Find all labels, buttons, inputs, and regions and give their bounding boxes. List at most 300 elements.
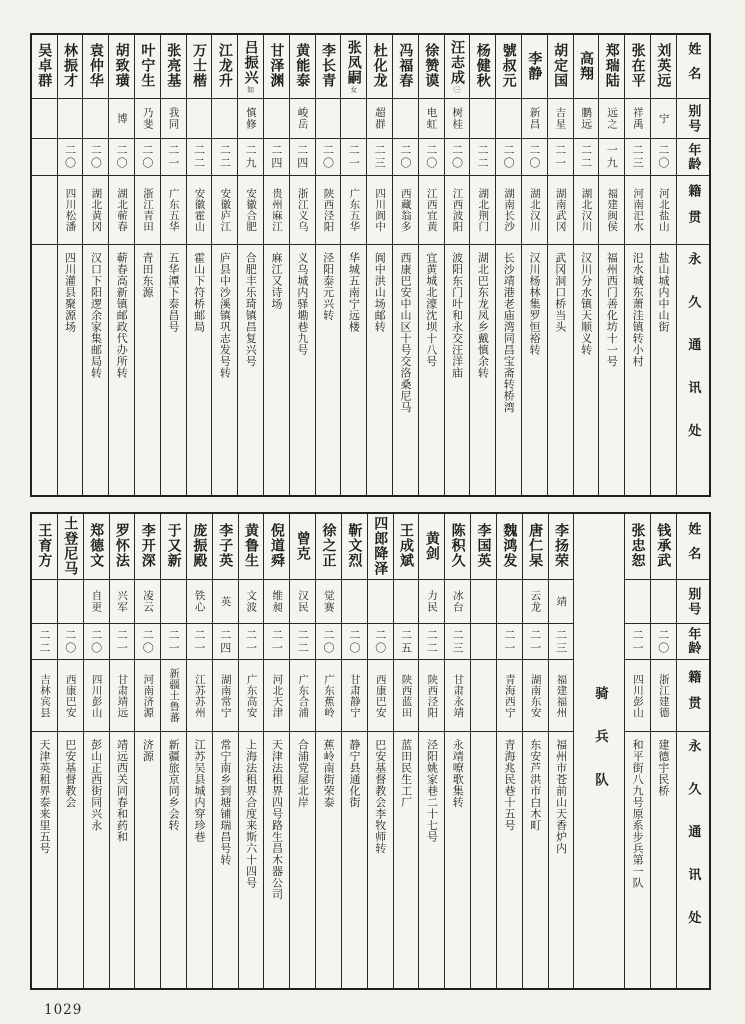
person-origin: 广东五华	[167, 188, 180, 232]
person-age: 二二	[296, 628, 310, 655]
person-name-cell	[110, 514, 135, 580]
person-age-cell	[32, 139, 57, 176]
person-address: 蕉岭南街荣泰	[322, 739, 336, 808]
person-address-cell	[187, 245, 212, 495]
person-origin: 河南济源	[142, 673, 155, 718]
person-age-cell	[471, 624, 496, 660]
person-name: 叶宁生	[139, 43, 156, 88]
person-address: 泾阳姚家巷二十七号	[425, 739, 439, 843]
person-age-cell	[394, 624, 419, 660]
person-age: 二〇	[89, 628, 103, 655]
person-column	[160, 35, 186, 495]
person-origin: 江苏苏州	[193, 673, 206, 718]
person-origin: 吉林宾县	[38, 673, 51, 718]
person-alias: 铁心	[193, 590, 206, 613]
person-alias-cell	[212, 99, 237, 139]
header-origin-cell	[677, 176, 709, 245]
person-address-cell	[393, 245, 418, 495]
person-origin: 安徽庐江	[219, 188, 232, 232]
person-address: 华城五南宁远楼	[347, 252, 361, 333]
person-age-cell	[445, 139, 470, 176]
person-age: 二一	[347, 144, 361, 170]
person-alias-cell	[367, 99, 392, 139]
person-origin-cell	[161, 660, 186, 732]
person-age: 二三	[451, 628, 465, 655]
person-age-cell	[651, 139, 676, 176]
person-alias-cell	[239, 580, 264, 624]
person-origin-cell	[264, 660, 289, 732]
person-column	[624, 514, 650, 988]
person-alias: 云龙	[529, 590, 542, 613]
person-name-cell	[599, 35, 624, 99]
person-origin-cell	[419, 176, 444, 245]
person-alias-cell	[368, 580, 393, 624]
person-address: 四川灌县聚源场	[63, 252, 77, 333]
person-age-cell	[522, 139, 547, 176]
person-alias: 博	[115, 112, 128, 125]
person-address: 江苏吴县城内穿珍巷	[193, 739, 206, 843]
person-name: 王成斌	[398, 523, 415, 568]
person-name: 于又新	[165, 523, 182, 568]
person-column	[263, 35, 289, 495]
person-address: 天津英租界泰来里五号	[38, 739, 52, 854]
person-age: 二二	[192, 144, 206, 170]
person-origin-cell	[445, 660, 470, 732]
header-name-cell	[677, 514, 709, 580]
person-origin: 贵州麻江	[270, 188, 283, 232]
person-origin: 广东五华	[348, 188, 361, 232]
person-alias-cell	[599, 99, 624, 139]
person-alias-cell	[394, 580, 419, 624]
person-name: 张凤嗣	[345, 39, 362, 85]
person-age-cell	[290, 139, 315, 176]
person-origin-cell	[212, 176, 237, 245]
person-age-cell	[419, 624, 444, 660]
person-age-cell	[290, 624, 315, 660]
person-name: 唐仁杲	[527, 523, 544, 568]
person-alias-cell	[445, 99, 470, 139]
person-age-cell	[445, 624, 470, 660]
person-address-cell	[368, 732, 393, 988]
person-address: 盐山城内中山街	[656, 252, 670, 333]
person-column	[650, 514, 676, 988]
person-column	[57, 35, 83, 495]
person-name-cell	[83, 35, 108, 99]
person-name: 李开深	[139, 523, 156, 568]
person-origin: 湖北汉川	[528, 188, 541, 232]
person-origin: 福建福州	[555, 673, 568, 718]
person-name: 张忠恕	[629, 523, 646, 568]
person-address-cell	[161, 245, 186, 495]
person-address: 福州西门善化坊十一号	[605, 252, 619, 367]
person-address-cell	[109, 245, 134, 495]
person-origin-cell	[109, 176, 134, 245]
person-name-annotation: 如	[247, 85, 255, 94]
person-age-cell	[32, 624, 57, 660]
person-age: 二二	[425, 628, 439, 655]
person-origin: 青海西宁	[503, 673, 516, 718]
person-age: 二〇	[63, 144, 77, 170]
person-address: 建德宇民桥	[656, 739, 670, 797]
person-name-cell	[368, 514, 393, 580]
person-age: 二〇	[141, 628, 155, 655]
person-column	[366, 35, 392, 495]
person-name-cell	[239, 514, 264, 580]
person-alias-cell	[161, 99, 186, 139]
person-alias-cell	[548, 99, 573, 139]
person-alias: 我同	[167, 107, 180, 130]
person-age: 二〇	[347, 628, 361, 655]
person-name-cell	[84, 514, 109, 580]
person-address: 静宁县通化街	[347, 739, 361, 808]
person-alias-cell	[238, 99, 263, 139]
person-column	[393, 514, 419, 988]
person-name-annotation: 女	[350, 85, 358, 94]
person-address: 巴安基督教会李牧师转	[373, 739, 387, 854]
person-address: 五华潭下泰昌号	[166, 252, 180, 333]
person-address-cell	[213, 732, 238, 988]
person-name-cell	[212, 35, 237, 99]
person-alias-cell	[497, 580, 522, 624]
person-address-cell	[187, 732, 212, 988]
person-origin-cell	[161, 176, 186, 245]
person-name: 罗怀法	[113, 523, 130, 568]
person-name: 刘英远	[655, 43, 672, 88]
person-age: 二二	[476, 144, 490, 170]
person-name: 钱承武	[655, 523, 672, 568]
person-alias: 新昌	[528, 107, 541, 130]
person-origin-cell	[213, 660, 238, 732]
person-address: 霍山下符桥邮局	[192, 252, 206, 333]
person-origin-cell	[599, 176, 624, 245]
person-name: 林振才	[62, 43, 79, 88]
person-alias-cell	[213, 580, 238, 624]
person-column	[289, 514, 315, 988]
person-name-cell	[419, 35, 444, 99]
person-origin: 湖南东安	[529, 673, 542, 718]
person-address-cell	[316, 245, 341, 495]
person-origin-cell	[522, 176, 547, 245]
person-name: 汪志成	[448, 39, 465, 85]
person-alias-cell	[264, 580, 289, 624]
person-name: 吴卓群	[36, 43, 53, 88]
person-column	[624, 35, 650, 495]
person-name-cell	[187, 35, 212, 99]
person-name-cell	[187, 514, 212, 580]
person-age-cell	[651, 624, 676, 660]
person-age: 二九	[244, 144, 258, 170]
person-address-cell	[84, 732, 109, 988]
person-name-cell	[32, 35, 57, 99]
person-name: 李长青	[320, 43, 336, 88]
header-origin-label: 籍贯	[685, 669, 701, 722]
person-alias-cell	[523, 580, 548, 624]
person-alias: 兴军	[116, 590, 129, 613]
person-origin-cell	[187, 660, 212, 732]
person-name-cell	[496, 35, 521, 99]
header-column	[676, 35, 709, 495]
person-name-cell	[264, 514, 289, 580]
header-address-label: 永久通讯处	[685, 252, 701, 467]
person-name-cell	[419, 514, 444, 580]
person-address-cell	[394, 732, 419, 988]
person-address: 上海法租界合度来斯六十四号	[244, 739, 258, 889]
person-alias-cell	[290, 580, 315, 624]
person-column	[470, 514, 496, 988]
person-name: 庞振殿	[191, 523, 208, 568]
person-origin: 四川松潘	[64, 188, 77, 232]
person-alias-cell	[471, 580, 496, 624]
person-origin: 浙江义乌	[296, 188, 309, 232]
person-address-cell	[470, 245, 495, 495]
header-address-cell	[677, 732, 709, 988]
person-origin: 湖北黄冈	[90, 188, 103, 232]
person-origin: 浙江建德	[657, 673, 670, 718]
person-origin-cell	[238, 176, 263, 245]
person-alias-cell	[316, 580, 341, 624]
person-column	[108, 35, 134, 495]
person-age-cell	[523, 624, 548, 660]
person-address: 蕲春高新镇邮政代办所转	[115, 252, 129, 379]
person-address-cell	[135, 245, 160, 495]
person-origin-cell	[290, 660, 315, 732]
person-age-cell	[419, 139, 444, 176]
person-name-cell	[109, 35, 134, 99]
person-name-cell	[523, 514, 548, 580]
person-alias-cell	[342, 580, 367, 624]
person-name-cell	[625, 514, 650, 580]
person-name: 黄鲁生	[243, 523, 260, 568]
person-name-cell	[470, 35, 495, 99]
person-age: 二一	[502, 628, 516, 655]
person-origin-cell	[58, 660, 83, 732]
person-name-cell	[548, 35, 573, 99]
person-origin: 河南汜水	[632, 188, 645, 232]
person-address-cell	[445, 245, 470, 495]
person-address-cell	[58, 732, 83, 988]
person-address-cell	[342, 732, 367, 988]
person-origin: 甘肃永靖	[452, 673, 465, 718]
person-alias-cell	[419, 99, 444, 139]
person-column	[289, 35, 315, 495]
person-origin-cell	[393, 176, 418, 245]
person-alias-cell	[58, 99, 83, 139]
person-origin: 浙江青田	[141, 188, 154, 232]
person-age-cell	[84, 624, 109, 660]
person-address: 宜黄城北濠沈坝十八号	[424, 252, 438, 367]
person-age-cell	[110, 624, 135, 660]
person-origin: 湖南常宁	[219, 673, 232, 718]
person-age: 二〇	[424, 144, 438, 170]
person-origin: 江西波阳	[451, 188, 464, 232]
person-age: 二〇	[450, 144, 464, 170]
person-column	[57, 514, 83, 988]
person-origin: 甘肃静宁	[348, 673, 361, 718]
person-name: 黄剑	[423, 530, 440, 561]
person-age-cell	[264, 624, 289, 660]
header-age-cell	[677, 139, 709, 176]
person-age-cell	[393, 139, 418, 176]
person-age: 二一	[270, 628, 284, 655]
person-column	[444, 514, 470, 988]
person-origin: 新疆土鲁蕃	[168, 668, 181, 723]
person-age: 二三	[373, 144, 387, 170]
person-origin: 四川彭山	[631, 673, 644, 718]
person-alias-cell	[393, 99, 418, 139]
person-alias-cell	[161, 580, 186, 624]
person-alias-cell	[32, 580, 57, 624]
person-name-cell	[497, 514, 522, 580]
person-alias-cell	[58, 580, 83, 624]
person-name: 胡致璜	[113, 43, 130, 88]
person-age: 二一	[528, 628, 542, 655]
section-divider-label: 骑兵队	[591, 686, 608, 816]
person-column	[548, 514, 574, 988]
person-address-cell	[239, 732, 264, 988]
person-age: 二一	[115, 628, 129, 655]
person-address-cell	[32, 245, 57, 495]
person-age-cell	[470, 139, 495, 176]
person-origin-cell	[83, 176, 108, 245]
person-name-cell	[394, 514, 419, 580]
person-origin-cell	[316, 660, 341, 732]
person-address: 福州市苍前山天香炉内	[554, 739, 568, 854]
person-address: 义乌城内驿墈巷九号	[295, 252, 309, 356]
person-age-cell	[341, 139, 366, 176]
person-address: 天津法租界四号路生昌木器公司	[270, 739, 284, 900]
person-name-cell	[213, 514, 238, 580]
person-origin: 安徽合肥	[245, 188, 258, 232]
person-origin-cell	[32, 176, 57, 245]
person-age-cell	[109, 139, 134, 176]
person-name-cell	[574, 35, 599, 99]
person-name: 倪道舜	[268, 523, 285, 568]
person-address-cell	[290, 245, 315, 495]
person-column	[32, 35, 57, 495]
person-address: 巴安基督教会	[63, 739, 77, 808]
person-address-cell	[497, 732, 522, 988]
person-address: 常宁南乡到塘铺瑞昌号转	[218, 739, 232, 866]
person-address: 济源	[141, 739, 155, 762]
person-name-cell	[135, 514, 160, 580]
person-name-cell	[135, 35, 160, 99]
person-alias-cell	[445, 580, 470, 624]
header-age-label: 年龄	[685, 142, 701, 172]
person-age-cell	[187, 624, 212, 660]
person-address: 青海兆民巷十五号	[502, 739, 516, 831]
person-age: 二〇	[398, 144, 412, 170]
person-column	[650, 35, 676, 495]
person-address-cell	[341, 245, 366, 495]
person-alias: 汉民	[296, 590, 309, 613]
person-origin-cell	[367, 176, 392, 245]
person-column	[392, 35, 418, 495]
person-column	[495, 35, 521, 495]
person-alias-cell	[32, 99, 57, 139]
person-name: 黄能泰	[294, 43, 311, 88]
person-name-cell	[32, 514, 57, 580]
person-column	[522, 514, 548, 988]
person-name: 李静	[526, 50, 543, 81]
person-alias-cell	[651, 580, 676, 624]
person-age: 二一	[630, 628, 644, 655]
person-column	[367, 514, 393, 988]
person-age-cell	[549, 624, 574, 660]
person-origin: 福建闽侯	[606, 188, 619, 232]
person-address: 合浦党屋北岸	[296, 739, 310, 808]
header-column	[676, 514, 709, 988]
person-origin: 西康巴安	[64, 673, 77, 718]
person-name-cell	[290, 35, 315, 99]
person-age-cell	[264, 139, 289, 176]
person-age: 二二	[579, 144, 593, 170]
person-address: 合肥丰乐琦镇昌复兴号	[244, 252, 258, 367]
person-address: 新疆旅京同乡会转	[167, 739, 181, 831]
person-age-cell	[367, 139, 392, 176]
person-origin-cell	[651, 660, 676, 732]
person-alias: 鹏远	[580, 107, 593, 130]
person-name: 胡定国	[552, 43, 569, 88]
person-origin: 西藏翁多	[399, 188, 412, 232]
header-name-label: 姓名	[685, 521, 701, 572]
person-alias-cell	[625, 99, 650, 139]
person-name-cell	[625, 35, 650, 99]
person-name: 杜化龙	[371, 43, 388, 88]
person-origin-cell	[471, 660, 496, 732]
person-origin: 陕西泾阳	[322, 188, 335, 232]
person-column	[237, 35, 263, 495]
person-alias: 树桂	[451, 107, 464, 130]
person-origin-cell	[419, 660, 444, 732]
header-age-label: 年龄	[685, 627, 701, 656]
person-column	[418, 35, 444, 495]
person-name: 李子英	[217, 523, 234, 568]
person-column	[341, 514, 367, 988]
person-origin: 陕西泾阳	[426, 673, 439, 718]
person-address: 蓝田民生工厂	[399, 739, 413, 808]
person-column	[418, 514, 444, 988]
person-origin: 广东合浦	[297, 673, 310, 718]
person-name-annotation: ㊀	[453, 85, 461, 94]
person-origin: 河北盐山	[657, 188, 670, 232]
person-origin-cell	[316, 176, 341, 245]
person-age: 一九	[605, 144, 619, 170]
person-name-cell	[342, 514, 367, 580]
person-address-cell	[367, 245, 392, 495]
person-age-cell	[161, 139, 186, 176]
person-alias: 超群	[373, 107, 386, 130]
person-age-cell	[58, 139, 83, 176]
person-address-cell	[161, 732, 186, 988]
person-origin-cell	[549, 660, 574, 732]
person-age: 二〇	[89, 144, 103, 170]
person-age: 二〇	[115, 144, 129, 170]
person-alias-cell	[651, 99, 676, 139]
person-age: 二〇	[322, 628, 336, 655]
person-alias: 自更	[90, 590, 103, 613]
person-age: 二〇	[140, 144, 154, 170]
person-address: 东安芦洪市白木町	[528, 739, 542, 831]
person-age: 二一	[166, 144, 180, 170]
person-column	[83, 514, 109, 988]
person-alias: 慎修	[244, 107, 257, 130]
person-address: 靖远西关同春和药和	[115, 739, 129, 843]
person-origin-cell	[445, 176, 470, 245]
person-alias-cell	[84, 580, 109, 624]
person-address-cell	[83, 245, 108, 495]
person-address: 武冈洞口桥当头	[553, 252, 567, 333]
person-address: 西康巴安中山区十号交洛桑尼马	[399, 252, 412, 413]
